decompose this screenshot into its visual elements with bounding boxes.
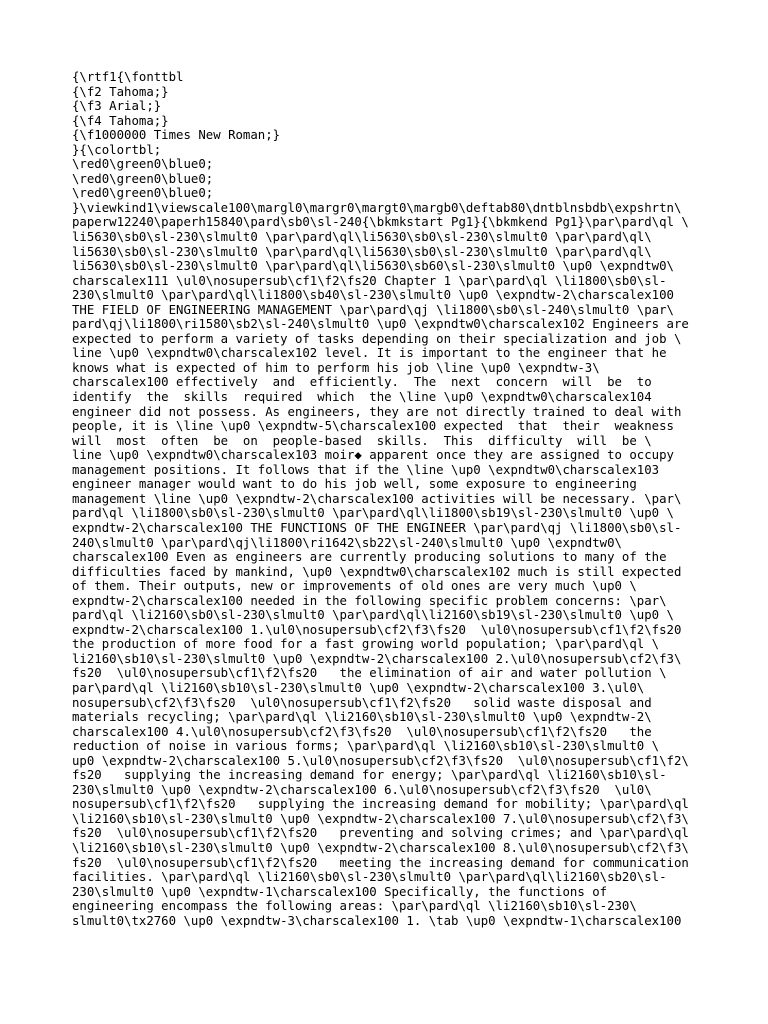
document-line: {\f2 Tahoma;} bbox=[72, 84, 169, 99]
document-line: expndtw-2\charscalex100 THE FUNCTIONS OF THE ENGINEER \par\pard\qj \li1800\sb0\sl- bbox=[72, 520, 682, 535]
document-line: expndtw-2\charscalex100 needed in the following specific problem concerns: \par\ bbox=[72, 593, 667, 608]
document-line: up0 \expndtw-2\charscalex100 5.\ul0\nosupersub\cf2\f3\fs20 \ul0\nosupersub\cf1\f2\ bbox=[72, 753, 689, 768]
document-line: engineer did not possess. As engineers, they are not directly trained to deal with bbox=[72, 404, 682, 419]
document-line: charscalex100 Even as engineers are currently producing solutions to many of the bbox=[72, 550, 667, 565]
document-line: pard\ql \li1800\sb0\sl-230\slmult0 \par\pard\ql\li1800\sb19\sl-230\slmult0 \up0 \ bbox=[72, 506, 674, 521]
document-line: \li2160\sb10\sl-230\slmult0 \up0 \expndtw-2\charscalex100 8.\ul0\nosupersub\cf2\f3\ bbox=[72, 840, 689, 855]
document-line: pard\qj\li1800\ri1580\sb2\sl-240\slmult0 \up0 \expndtw0\charscalex102 Engineers are bbox=[72, 317, 689, 332]
document-line: nosupersub\cf2\f3\fs20 \ul0\nosupersub\cf1\f2\fs20 solid waste disposal and bbox=[72, 695, 652, 710]
document-line: fs20 \ul0\nosupersub\cf1\f2\fs20 the elimination of air and water pollution \ bbox=[72, 666, 667, 681]
document-line: engineering encompass the following areas: \par\pard\ql \li2160\sb10\sl-230\ bbox=[72, 899, 637, 914]
document-line: identify the skills required which the \line \up0 \expndtw0\charscalex104 bbox=[72, 390, 652, 405]
document-line: {\rtf1{\fonttbl bbox=[72, 70, 184, 84]
document-line: management positions. It follows that if the \line \up0 \expndtw0\charscalex103 bbox=[72, 462, 660, 477]
document-line: management \line \up0 \expndtw-2\charscalex100 activities will be necessary. \par\ bbox=[72, 491, 682, 506]
document-line: line \up0 \expndtw0\charscalex103 moir◆ apparent once they are assigned to occupy bbox=[72, 448, 674, 463]
document-line: charscalex100 effectively and efficiently. The next concern will be to bbox=[72, 375, 652, 390]
document-line: 230\slmult0 \up0 \expndtw-2\charscalex100 6.\ul0\nosupersub\cf2\f3\fs20 \ul0\ bbox=[72, 782, 652, 797]
document-line: the production of more food for a fast growing world population; \par\pard\ql \ bbox=[72, 637, 660, 652]
document-line: materials recycling; \par\pard\ql \li2160\sb10\sl-230\slmult0 \up0 \expndtw-2\ bbox=[72, 710, 652, 725]
document-line: \red0\green0\blue0; bbox=[72, 157, 214, 172]
document-line: }{\colortbl; bbox=[72, 142, 162, 157]
document-line: line \up0 \expndtw0\charscalex102 level. It is important to the engineer that he bbox=[72, 346, 667, 361]
rtf-source-document bbox=[72, 70, 702, 928]
document-line: \red0\green0\blue0; bbox=[72, 171, 214, 186]
document-line: {\f1000000 Times New Roman;} bbox=[72, 128, 281, 143]
document-line: facilities. \par\pard\ql \li2160\sb0\sl-230\slmult0 \par\pard\ql\li2160\sb20\sl- bbox=[72, 870, 667, 885]
document-line: 230\slmult0 \up0 \expndtw-1\charscalex100 Specifically, the functions of bbox=[72, 884, 608, 899]
document-line: expected to perform a variety of tasks depending on their specialization and job \ bbox=[72, 331, 682, 346]
document-line: li5630\sb0\sl-230\slmult0 \par\pard\ql\li5630\sb0\sl-230\slmult0 \par\pard\ql\ bbox=[72, 230, 652, 245]
document-line: difficulties faced by mankind, \up0 \expndtw0\charscalex102 much is still expected bbox=[72, 564, 682, 579]
document-line: 230\slmult0 \par\pard\ql\li1800\sb40\sl-230\slmult0 \up0 \expndtw-2\charscalex100 bbox=[72, 288, 674, 303]
document-line: }\viewkind1\viewscale100\margl0\margr0\margt0\margb0\deftab80\dntblnsbdb\expshrtn\ bbox=[72, 200, 682, 215]
document-line: 240\slmult0 \par\pard\qj\li1800\ri1642\sb22\sl-240\slmult0 \up0 \expndtw0\ bbox=[72, 535, 622, 550]
document-line: fs20 \ul0\nosupersub\cf1\f2\fs20 preventing and solving crimes; and \par\pard\ql bbox=[72, 826, 689, 841]
document-line: THE FIELD OF ENGINEERING MANAGEMENT \par\pard\qj \li1800\sb0\sl-240\slmult0 \par\ bbox=[72, 302, 674, 317]
document-line: reduction of noise in various forms; \par\pard\ql \li2160\sb10\sl-230\slmult0 \ bbox=[72, 739, 660, 754]
document-line: li5630\sb0\sl-230\slmult0 \par\pard\ql\li5630\sb60\sl-230\slmult0 \up0 \expndtw0\ bbox=[72, 259, 674, 274]
document-line: \li2160\sb10\sl-230\slmult0 \up0 \expndtw-2\charscalex100 7.\ul0\nosupersub\cf2\f3\ bbox=[72, 811, 689, 826]
document-line: of them. Their outputs, new or improvements of old ones are very much \up0 \ bbox=[72, 579, 637, 594]
document-line: nosupersub\cf1\f2\fs20 supplying the increasing demand for mobility; \par\pard\ql bbox=[72, 797, 689, 812]
document-line: paperw12240\paperh15840\pard\sb0\sl-240{\bkmkstart Pg1}{\bkmkend Pg1}\par\pard\ql \ bbox=[72, 215, 689, 230]
document-line: expndtw-2\charscalex100 1.\ul0\nosupersub\cf2\f3\fs20 \ul0\nosupersub\cf1\f2\fs20 bbox=[72, 622, 682, 637]
document-line: par\pard\ql \li2160\sb10\sl-230\slmult0 \up0 \expndtw-2\charscalex100 3.\ul0\ bbox=[72, 680, 645, 695]
document-line: pard\ql \li2160\sb0\sl-230\slmult0 \par\pard\ql\li2160\sb19\sl-230\slmult0 \up0 \ bbox=[72, 608, 674, 623]
document-line: knows what is expected of him to perform his job \line \up0 \expndtw-3\ bbox=[72, 360, 600, 375]
document-line: {\f4 Tahoma;} bbox=[72, 113, 169, 128]
document-line: fs20 supplying the increasing demand for energy; \par\pard\ql \li2160\sb10\sl- bbox=[72, 768, 667, 783]
document-line: charscalex111 \ul0\nosupersub\cf1\f2\fs20 Chapter 1 \par\pard\ql \li1800\sb0\sl- bbox=[72, 273, 667, 288]
document-line: charscalex100 4.\ul0\nosupersub\cf2\f3\fs20 \ul0\nosupersub\cf1\f2\fs20 the bbox=[72, 724, 652, 739]
document-line: {\f3 Arial;} bbox=[72, 99, 162, 114]
document-line: slmult0\tx2760 \up0 \expndtw-3\charscalex100 1. \tab \up0 \expndtw-1\charscalex100 bbox=[72, 913, 682, 928]
document-line: people, it is \line \up0 \expndtw-5\charscalex100 expected that their weakness bbox=[72, 419, 674, 434]
document-line: will most often be on people-based skills. This difficulty will be \ bbox=[72, 433, 652, 448]
document-line: engineer manager would want to do his job well, some exposure to engineering bbox=[72, 477, 637, 492]
document-line: li2160\sb10\sl-230\slmult0 \up0 \expndtw-2\charscalex100 2.\ul0\nosupersub\cf2\f3\ bbox=[72, 651, 682, 666]
document-line: fs20 \ul0\nosupersub\cf1\f2\fs20 meeting the increasing demand for communication bbox=[72, 855, 689, 870]
document-line: \red0\green0\blue0; bbox=[72, 186, 214, 201]
document-line: li5630\sb0\sl-230\slmult0 \par\pard\ql\li5630\sb0\sl-230\slmult0 \par\pard\ql\ bbox=[72, 244, 652, 259]
